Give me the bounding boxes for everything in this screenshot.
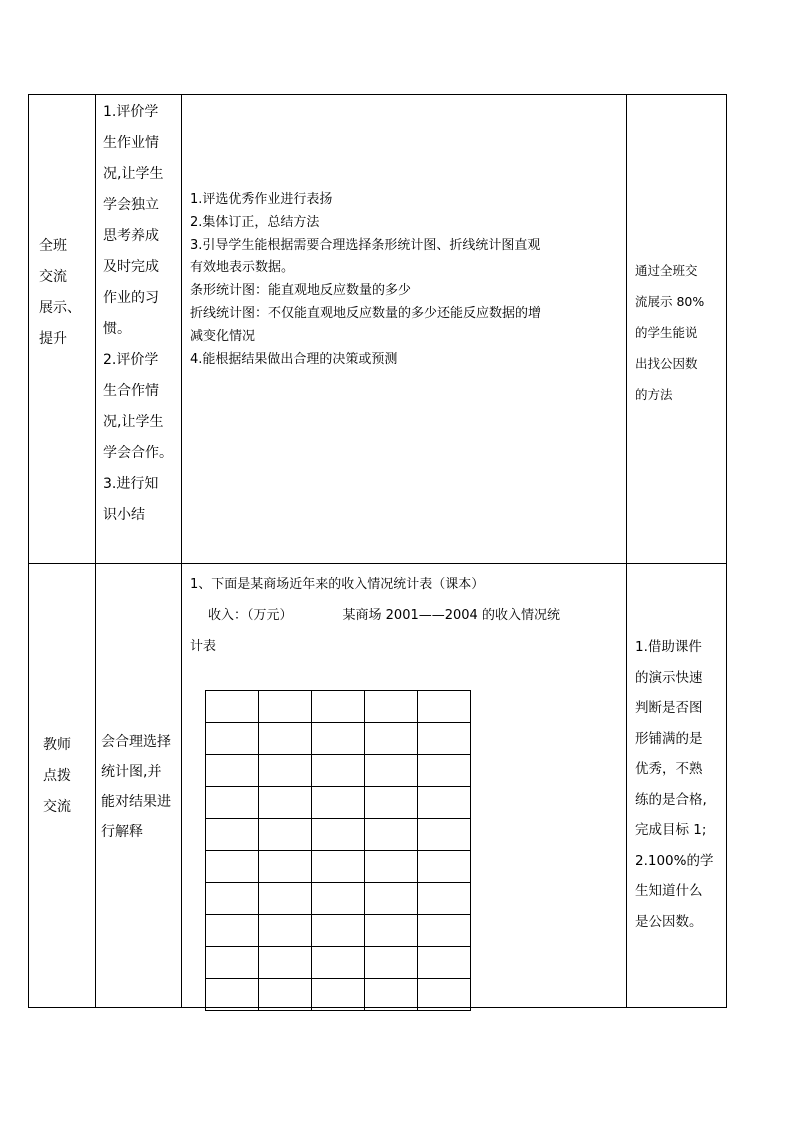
row1-assessment-line: 的方法 [635,387,673,402]
column-divider [181,95,182,1007]
row1-activity-line: 减变化情况 [190,328,256,344]
row2-assessment-cell [635,632,713,937]
grid-cell [312,723,365,755]
grid-cell [206,947,259,979]
grid-cell [259,883,312,915]
grid-row [206,883,471,915]
row2-stage-line: 教师 [43,737,71,753]
grid-cell [418,755,471,787]
row1-goal-line: 学会独立 [103,197,159,213]
row2-assessment-line: 生知道什么 [635,883,703,899]
grid-cell [259,851,312,883]
grid-cell [206,691,259,723]
row1-goal-line: 学会合作。 [103,445,173,461]
blank-statistics-grid [205,690,471,1011]
row2-goal-line: 能对结果进 [101,794,171,810]
row1-goal-line: 3.进行知 [103,476,159,492]
row1-goal-line: 作业的习 [103,290,159,306]
row1-stage-line: 展示、 [39,300,81,316]
statistics-caption-line [190,600,560,631]
grid-cell [259,691,312,723]
row2-goal-line: 统计图,并 [101,764,162,780]
row1-stage-line: 全班 [39,238,67,254]
grid-cell [259,979,312,1011]
column-divider [95,95,96,1007]
row2-stage-line: 交流 [43,799,71,815]
grid-cell [312,851,365,883]
grid-cell [418,979,471,1011]
grid-cell [365,883,418,915]
grid-row [206,691,471,723]
grid-cell [206,755,259,787]
grid-cell [206,851,259,883]
row2-assessment-line: 练的是合格, [635,791,707,808]
row1-goal-cell [103,97,173,531]
grid-cell [418,723,471,755]
grid-cell [365,691,418,723]
grid-cell [418,819,471,851]
grid-cell [312,819,365,851]
grid-row [206,723,471,755]
row2-assessment-line: 是公因数。 [635,913,703,930]
grid-cell [206,915,259,947]
grid-cell [312,915,365,947]
row1-goal-line: 2.评价学 [103,352,159,368]
row1-goal-line: 1.评价学 [103,104,159,120]
row1-activity-line: 4.能根据结果做出合理的决策或预测 [190,351,398,367]
row-divider [29,563,726,564]
grid-cell [365,819,418,851]
grid-cell [418,691,471,723]
row2-assessment-line: 形铺满的是 [635,730,703,747]
row1-activity-line: 条形统计图：能直观地反应数量的多少 [190,283,412,299]
grid-cell [418,787,471,819]
grid-cell [365,947,418,979]
row2-activity-cell [190,569,560,662]
grid-cell [259,755,312,787]
grid-cell [206,723,259,755]
row1-assessment-cell [635,255,704,410]
row2-assessment-line: 2.100%的学 [635,852,714,869]
row1-goal-line: 识小结 [103,507,145,523]
grid-cell [312,755,365,787]
row2-assessment-line: 1.借助课件 [635,639,702,655]
row1-goal-line: 及时完成 [103,259,159,275]
grid-cell [365,755,418,787]
row1-assessment-line: 出找公因数 [635,356,698,371]
row1-activity-line: 折线统计图：不仅能直观地反应数量的多少还能反应数据的增 [190,305,542,321]
grid-cell [259,787,312,819]
row1-activity-line: 有效地表示数据。 [190,260,295,276]
grid-cell [365,723,418,755]
row1-stage-line: 提升 [39,331,67,347]
row2-assessment-line: 优秀，不熟 [635,761,703,777]
grid-cell [206,883,259,915]
grid-row [206,979,471,1011]
grid-cell [418,851,471,883]
row1-activity-cell [190,189,541,371]
grid-cell [206,979,259,1011]
grid-cell [206,819,259,851]
row2-goal-line: 会合理选择 [101,734,171,750]
row1-goal-line: 生作业情 [103,135,159,151]
row1-activity-line: 3.引导学生能根据需要合理选择条形统计图、折线统计图直观 [190,237,541,253]
grid-row [206,787,471,819]
income-unit-label: 收入：（万元） [208,608,293,623]
row1-goal-line: 生合作情 [103,383,159,399]
column-divider [626,95,627,1007]
grid-row [206,915,471,947]
statistics-question: 1、下面是某商场近年来的收入情况统计表（课本） [190,577,485,592]
lesson-table [28,94,727,1008]
statistics-table-title: 某商场 2001——2004 的收入情况统 [342,608,560,623]
grid-cell [312,691,365,723]
grid-cell [365,787,418,819]
grid-row [206,819,471,851]
grid-cell [418,947,471,979]
grid-row [206,755,471,787]
row1-stage-line: 交流 [39,269,67,285]
grid-row [206,851,471,883]
row2-goal-cell [101,727,171,847]
row2-assessment-line: 完成目标 1; [635,822,707,838]
grid-cell [259,915,312,947]
row2-goal-line: 行解释 [101,824,143,840]
grid-cell [259,819,312,851]
row1-activity-line: 2.集体订正，总结方法 [190,214,320,230]
row1-goal-line: 况,让学生 [103,166,164,182]
grid-cell [365,979,418,1011]
grid-cell [206,787,259,819]
row1-stage-cell [39,231,81,355]
row1-goal-line: 思考养成 [103,228,159,244]
grid-cell [312,787,365,819]
grid-cell [365,851,418,883]
row2-stage-cell [43,730,71,823]
grid-cell [259,947,312,979]
grid-cell [312,883,365,915]
grid-cell [418,883,471,915]
row1-goal-line: 况,让学生 [103,414,164,430]
row2-assessment-line: 的演示快速 [635,669,703,686]
grid-cell [365,915,418,947]
grid-cell [259,723,312,755]
grid-cell [312,979,365,1011]
row1-activity-line: 1.评选优秀作业进行表扬 [190,192,333,207]
row1-assessment-line: 通过全班交 [635,263,698,278]
row2-stage-line: 点拨 [43,768,71,784]
grid-row [206,947,471,979]
row1-assessment-line: 流展示 80% [635,294,705,309]
grid-cell [418,915,471,947]
grid-cell [312,947,365,979]
statistics-table-title-cont: 计表 [190,639,217,654]
row2-assessment-line: 判断是否图 [635,700,703,716]
row1-goal-line: 惯。 [103,321,131,337]
row1-assessment-line: 的学生能说 [635,325,698,340]
